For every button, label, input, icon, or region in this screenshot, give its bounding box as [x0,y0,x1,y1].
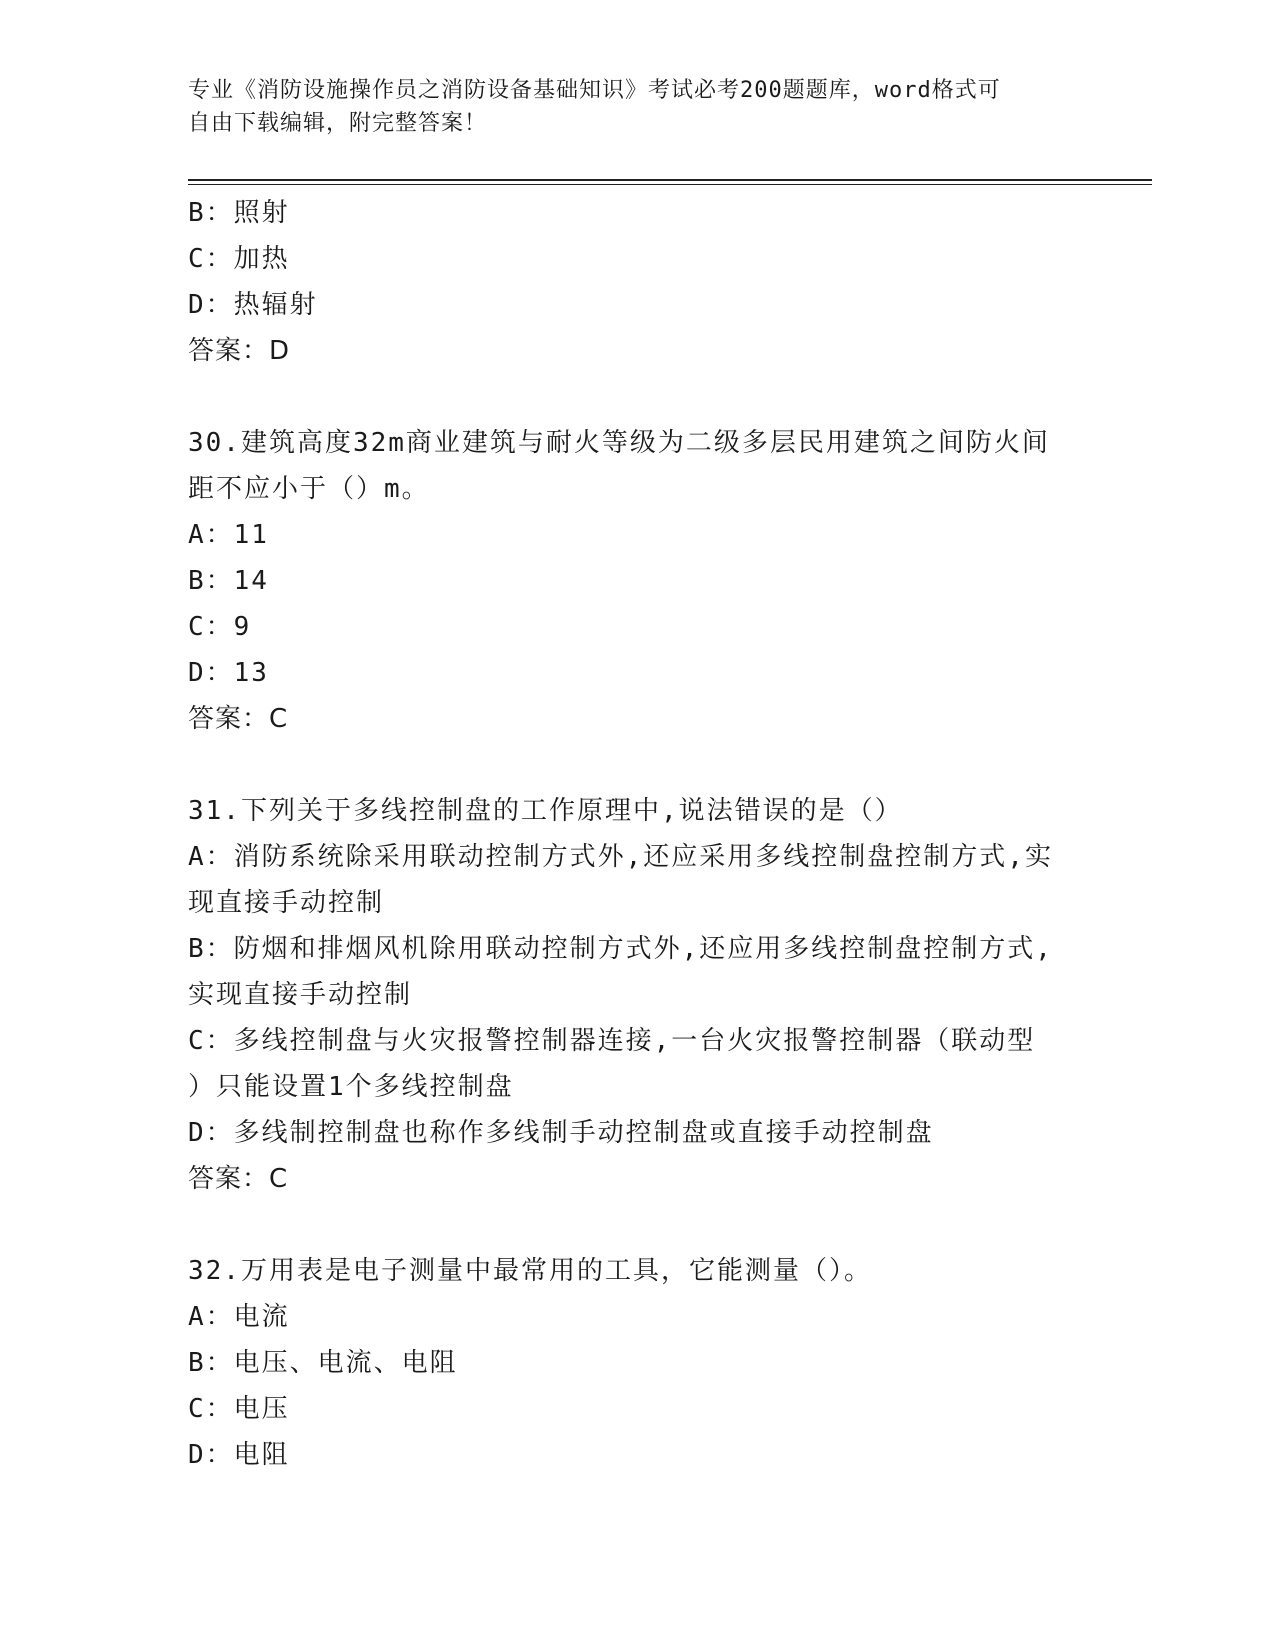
question-31 [188,788,1088,1202]
option-b: B：照射 [188,198,290,228]
option-a-continued: 现直接手动控制 [188,888,385,918]
question-29-tail [188,190,1088,374]
option-d: D：电阻 [188,1440,290,1470]
option-c: C：多线控制盘与火灾报警控制器连接,一台火灾报警控制器（联动型 [188,1026,1036,1056]
option-a: A：消防系统除采用联动控制方式外,还应采用多线控制盘控制方式,实 [188,842,1053,872]
question-stem: 30.建筑高度32m商业建筑与耐火等级为二级多层民用建筑之间防火间 [188,428,1050,458]
spacer [188,742,1088,788]
option-b: B：电压、电流、电阻 [188,1348,458,1378]
header-line-1: 专业《消防设施操作员之消防设备基础知识》考试必考200题题库，word格式可 [188,78,1001,103]
answer: 答案：D [188,336,291,366]
document-header [188,74,1068,140]
header-divider-thin [188,184,1152,185]
spacer [188,1202,1088,1248]
question-stem: 32.万用表是电子测量中最常用的工具，它能测量（）。 [188,1256,872,1286]
header-divider-thick [188,179,1152,181]
question-32 [188,1248,1088,1478]
option-a: A：11 [188,520,269,550]
answer: 答案：C [188,704,289,734]
answer: 答案：C [188,1164,289,1194]
question-30 [188,420,1088,742]
option-c: C：9 [188,612,252,642]
question-stem: 31.下列关于多线控制盘的工作原理中,说法错误的是（） [188,796,903,826]
option-c: C：电压 [188,1394,290,1424]
question-list [188,190,1088,1478]
option-d: D：多线制控制盘也称作多线制手动控制盘或直接手动控制盘 [188,1118,934,1148]
option-b: B：防烟和排烟风机除用联动控制方式外,还应用多线控制盘控制方式, [188,934,1053,964]
option-d: D：13 [188,658,269,688]
option-b: B：14 [188,566,269,596]
option-d: D：热辐射 [188,290,318,320]
option-c-continued: ）只能设置1个多线控制盘 [188,1072,514,1102]
spacer [188,374,1088,420]
header-line-2: 自由下载编辑，附完整答案！ [188,111,488,136]
question-stem-continued: 距不应小于（）m。 [188,474,430,504]
option-c: C：加热 [188,244,290,274]
option-a: A：电流 [188,1302,290,1332]
option-b-continued: 实现直接手动控制 [188,980,413,1010]
